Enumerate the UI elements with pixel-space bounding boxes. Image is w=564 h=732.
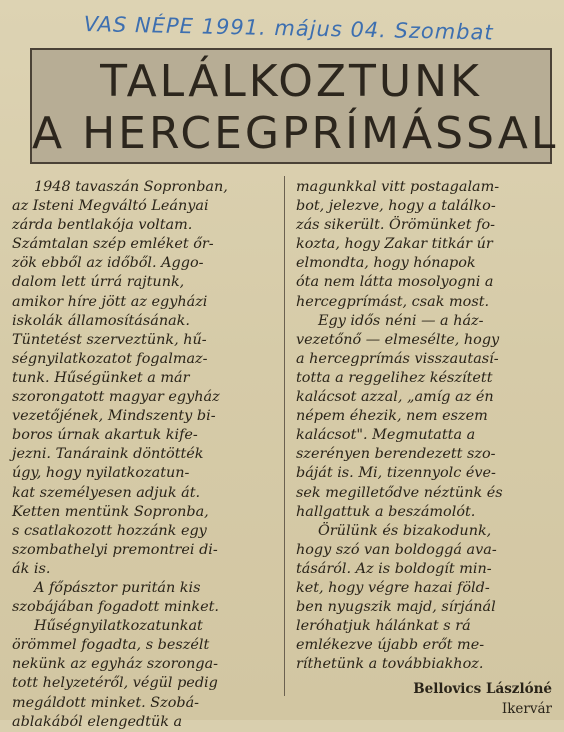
text-line: hercegprímást, csak most.: [296, 293, 490, 310]
text-line: 1948 tavaszán Sopronban,: [34, 179, 228, 195]
text-line: zás sikerült. Örömünket fo-: [296, 217, 495, 234]
text-line: dalom lett úrrá rajtunk,: [12, 274, 185, 291]
text-line: megáldott minket. Szobá-: [12, 694, 200, 711]
text-line: A főpásztor puritán kis: [34, 579, 201, 596]
text-line: kozta, hogy Zakar titkár úr: [296, 236, 493, 253]
article-column-left: [12, 178, 277, 732]
headline: [32, 56, 559, 160]
text-line: hogy szó van boldoggá ava-: [296, 541, 497, 558]
text-line: az Isteni Megváltó Leányai: [12, 198, 209, 215]
text-line: vezetőnő — elmesélte, hogy: [296, 331, 500, 348]
article-column-right: [296, 178, 552, 719]
text-line: zök ebből az időből. Aggo-: [12, 255, 204, 272]
headline-box: [30, 48, 559, 164]
text-line: sek megilletődve néztünk és: [296, 484, 503, 501]
column-divider: [284, 176, 285, 696]
headline-line-2: A HERCEGPRÍMÁSSAL: [32, 108, 559, 159]
text-line: jezni. Tanáraink döntötték: [12, 446, 204, 463]
text-line: kat személyesen adjuk át.: [12, 484, 201, 501]
text-line: boros úrnak akartuk kife-: [12, 427, 198, 444]
text-line: Számtalan szép emléket őr-: [12, 236, 214, 253]
text-line: ben nyugszik majd, sírjánál: [296, 599, 496, 616]
text-line: ségnyilatkozatot fogalmaz-: [12, 350, 208, 367]
text-line: nekünk az egyház szoronga-: [12, 656, 219, 673]
text-line: tunk. Hűségünket a már: [12, 369, 190, 386]
text-line: népem éhezik, nem eszem: [296, 408, 488, 425]
text-line: leróhatjuk hálánkat s rá: [296, 618, 471, 635]
text-line: Örülünk és bizakodunk,: [318, 522, 492, 539]
text-line: magunkkal vitt postagalam-: [296, 179, 500, 195]
text-line: úgy, hogy nyilatkozatun-: [12, 465, 190, 482]
text-line: bot, jelezve, hogy a találko-: [296, 198, 496, 215]
text-line: ák is.: [12, 560, 51, 577]
text-line: szombathelyi premontrei di-: [12, 541, 218, 558]
text-line: vezetőjének, Mindszenty bi-: [12, 408, 216, 425]
text-line: iskolák államosításának.: [12, 312, 190, 329]
text-line: szerényen berendezett szo-: [296, 446, 496, 463]
text-line: Hűségnyilatkozatunkat: [34, 618, 203, 635]
text-line: örömmel fogadta, s beszélt: [12, 637, 210, 654]
text-line: Ketten mentünk Sopronba,: [12, 503, 209, 520]
text-line: a hercegprímás visszautasí-: [296, 350, 499, 367]
author-place: Ikervár: [501, 700, 552, 717]
text-line: amikor híre jött az egyházi: [12, 293, 208, 310]
text-line: óta nem látta mosolyogni a: [296, 274, 494, 291]
text-line: kalácsot". Megmutatta a: [296, 427, 476, 444]
text-line: kalácsot azzal, „amíg az én: [296, 389, 494, 406]
text-line: zárda bentlakója voltam.: [12, 217, 193, 234]
text-line: báját is. Mi, tizennyolc éve-: [296, 465, 496, 482]
text-line: s csatlakozott hozzánk egy: [12, 522, 207, 539]
headline-line-1: TALÁLKOZTUNK: [100, 56, 482, 107]
text-line: szorongatott magyar egyház: [12, 389, 220, 406]
text-line: szobájában fogadott minket.: [12, 599, 220, 616]
text-line: tott helyzetéről, végül pedig: [12, 675, 218, 692]
text-line: ablakából elengedtük a: [12, 713, 183, 730]
text-line: Tüntetést szerveztünk, hű-: [12, 331, 207, 348]
text-line: emlékezve újabb erőt me-: [296, 637, 485, 654]
text-line: hallgattuk a beszámolót.: [296, 503, 476, 520]
text-line: tásáról. Az is boldogít min-: [296, 560, 492, 577]
text-line: ket, hogy végre hazai föld-: [296, 579, 490, 596]
text-line: elmondta, hogy hónapok: [296, 255, 476, 272]
author-signature: Bellovics Lászlóné: [413, 681, 552, 698]
text-line: totta a reggelihez készített: [296, 369, 493, 386]
text-line: Egy idős néni — a ház-: [318, 312, 484, 329]
handwritten-date-note: VAS NÉPE 1991. május 04. Szombat: [83, 12, 494, 45]
text-line: ríthetünk a továbbiakhoz.: [296, 656, 484, 673]
